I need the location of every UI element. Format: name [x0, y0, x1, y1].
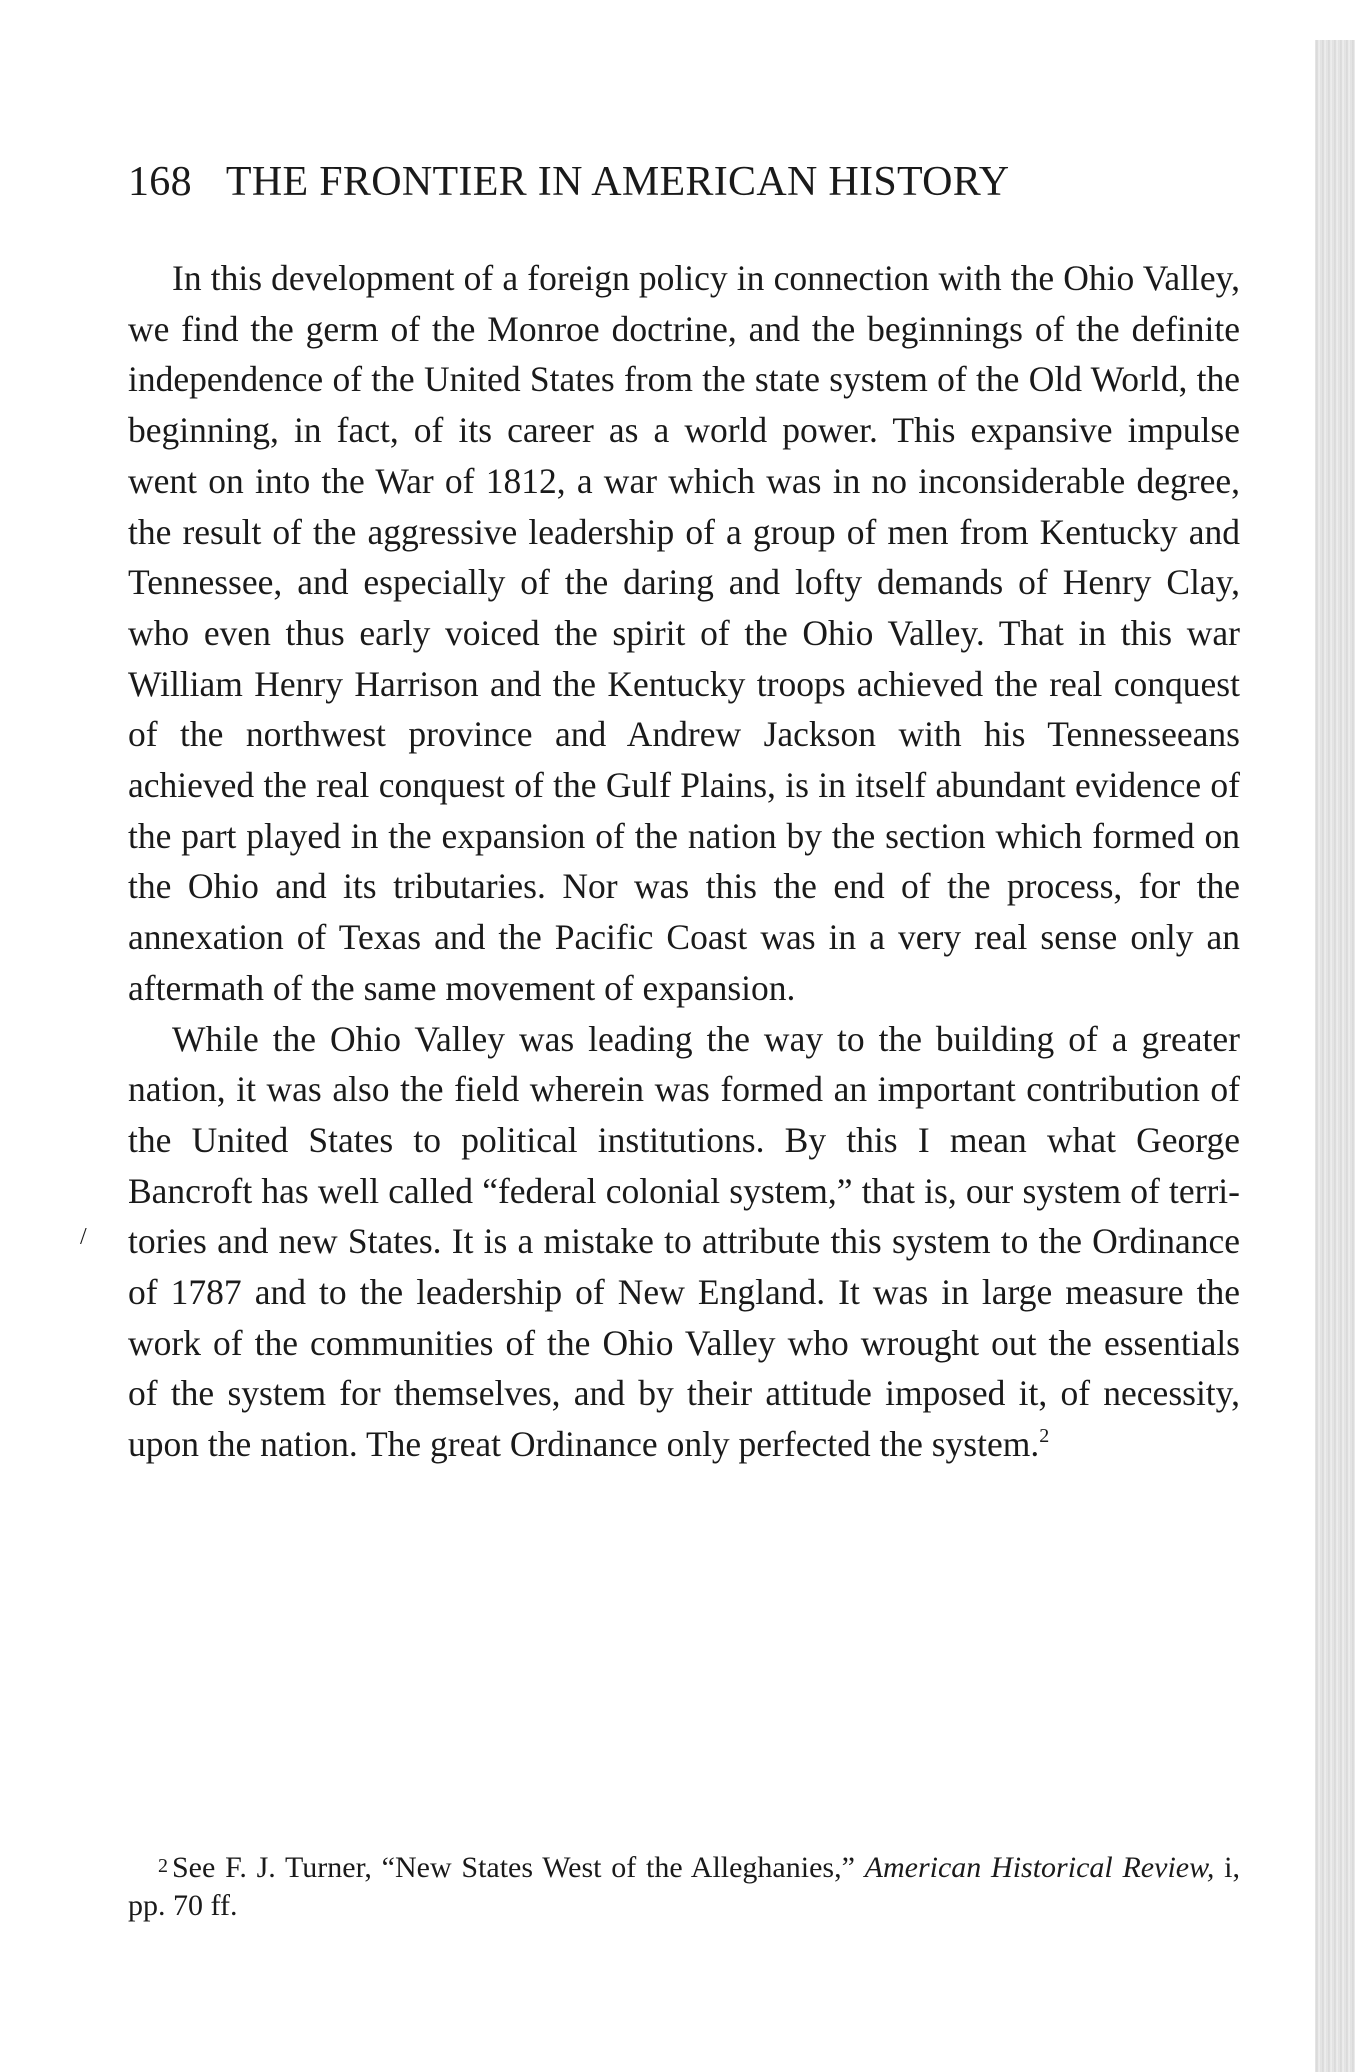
footnote-journal-title: American Historical Review,: [864, 1851, 1215, 1884]
paragraph-2: [128, 1014, 1240, 1470]
page-number: 168: [128, 159, 192, 205]
paragraph-1-text: In this development of a foreign policy in connection with the Ohio Valley, we find the germ of the Monroe doctrine, and the beginnings of the definite independence of the United States from the state system of the Old World, the beginning, in fact, of its career as a world power. This expansive impulse went on into the War of 1812, a war which was in no inconsiderable degree, the result of the aggressive leadership of a group of men from Kentucky and Tennessee, and especially of the daring and lofty demands of Henry Clay, who even thus early voiced the spirit of the Ohio Valley. That in this war William Henry Harrison and the Kentucky troops achieved the real conquest of the northwest province and Andrew Jackson with his Tennesseeans achieved the real conquest of the Gulf Plains, is in itself abundant evidence of the part played in the expansion of the nation by the section which formed on the Ohio and its tributaries. Nor was this the end of the process, for the annexation of Texas and the Pacific Coast was in a very real sense only an aftermath of the same movement of expansion.: [128, 258, 1240, 1008]
body-text: [128, 253, 1240, 1470]
page-edge-shadow: [1315, 40, 1355, 2072]
footnote-marker: 2: [158, 1855, 168, 1877]
footnote: [128, 1847, 1240, 1925]
paragraph-2-text: While the Ohio Valley was leading the way to the building of a greater nation, it was also the field wherein was formed an important contribution of the United States to political institutions. By this I mean what George Bancroft has well called “federal colonial system,” that is, our system of territories and new States. It is a mistake to attribute this system to the Ordinance of 1787 and to the leadership of New England. It was in large measure the work of the communities of the Ohio Valley who wrought out the essentials of the system for themselves, and by their attitude imposed it, of necessity, upon the nation. The great Ordinance only perfected the system.: [128, 1018, 1240, 1465]
margin-mark: /: [80, 1224, 87, 1250]
footnote-text-after: i, pp. 70 ff.: [128, 1851, 1240, 1922]
footnote-reference: 2: [1039, 1425, 1050, 1448]
running-title: THE FRONTIER IN AMERICAN HISTORY: [225, 159, 1010, 205]
running-head: [128, 158, 1248, 206]
footnote-text-before: See F. J. Turner, “New States West of the Alleghanies,”: [172, 1851, 865, 1884]
paragraph-1: [128, 253, 1240, 1014]
